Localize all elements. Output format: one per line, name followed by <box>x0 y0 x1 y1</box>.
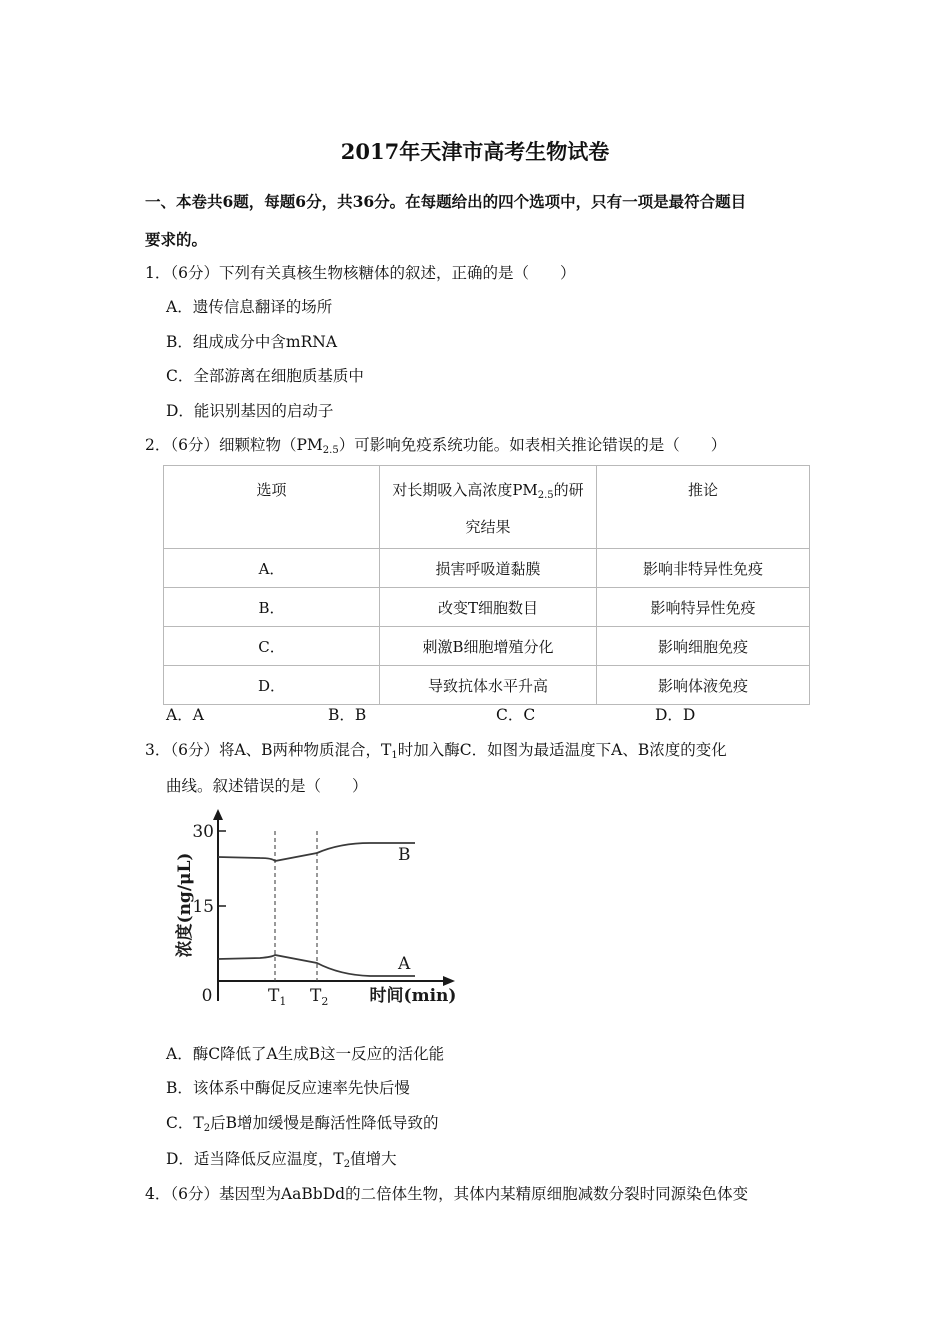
q3-option-b: B．该体系中酶促反应速率先快后慢 <box>166 1079 410 1097</box>
q2-row-result: 刺激B细胞增殖分化 <box>380 627 597 666</box>
series-b-label: B <box>398 845 411 865</box>
q3-stem-subscript: 1 <box>391 750 398 761</box>
q2-row-result: 改变T细胞数目 <box>380 588 597 627</box>
q2-row-option: B． <box>164 588 380 627</box>
exam-title: 2017年天津市高考生物试卷 <box>340 139 610 164</box>
x-axis-arrow <box>443 976 455 986</box>
q3-stem-part1: 3．（6分）将A、B两种物质混合，T <box>145 741 392 759</box>
q2-choice-c: C．C <box>496 706 536 724</box>
q2-header-option-text: 选项 <box>256 481 287 499</box>
q2-row-inference: 影响非特异性免疫 <box>597 549 810 588</box>
x-axis-label: 时间(min) <box>369 986 457 1006</box>
q2-row-inference: 影响特异性免疫 <box>597 588 810 627</box>
q3-option-d <box>166 1147 397 1169</box>
q2-table <box>163 465 810 705</box>
series-a-label: A <box>398 954 411 974</box>
t2-main: T <box>310 986 322 1006</box>
q3-option-c <box>166 1111 438 1133</box>
q2-choice-b: B．B <box>328 706 367 724</box>
q2-header-result-part1: 对长期吸入高浓度PM <box>392 481 538 499</box>
q2-header-result-sub: 2.5 <box>537 490 554 501</box>
q2-row-option: D． <box>164 666 380 705</box>
concentration-chart <box>160 805 470 1015</box>
table-row <box>164 588 810 627</box>
q2-table-header-row <box>164 466 810 549</box>
section-header-line1: 一、本卷共6题，每题6分，共36分。在每题给出的四个选项中，只有一项是最符合题目 <box>145 192 747 211</box>
q1-option-a: A．遗传信息翻译的场所 <box>166 298 333 316</box>
q3-option-d-sub: 2 <box>343 1159 351 1170</box>
origin-label: 0 <box>201 986 213 1006</box>
q2-row-inference: 影响细胞免疫 <box>597 627 810 666</box>
q3-option-a: A．酶C降低了A生成B这一反应的活化能 <box>166 1045 445 1063</box>
q2-choice-a: A．A <box>166 706 204 724</box>
q1-option-c: C．全部游离在细胞质基质中 <box>166 367 364 385</box>
q2-header-inference-text: 推论 <box>687 481 718 499</box>
t1-sub: 1 <box>279 995 287 1008</box>
table-row <box>164 666 810 705</box>
q2-table-header-inference <box>597 466 810 549</box>
y-axis-arrow <box>213 809 223 820</box>
q2-table-header-option <box>164 466 380 549</box>
q2-table-header-result <box>380 466 597 549</box>
y-axis-label: 浓度(ng/μL) <box>175 852 195 958</box>
q2-stem-part2: ）可影响免疫系统功能。如表相关推论错误的是（ ） <box>338 436 727 454</box>
q3-option-d-part1: D．适当降低反应温度，T <box>166 1150 344 1168</box>
q2-row-option: A． <box>164 549 380 588</box>
table-row <box>164 627 810 666</box>
q3-stem-part2: 时加入酶C．如图为最适温度下A、B浓度的变化 <box>397 741 727 759</box>
q1-option-d: D．能识别基因的启动子 <box>166 402 334 420</box>
q2-header-result-part2: 的研 <box>553 481 584 499</box>
q3-stem-line2: 曲线。叙述错误的是（ ） <box>166 777 368 795</box>
q3-option-d-part2: 值增大 <box>350 1150 397 1168</box>
t2-sub: 2 <box>321 995 329 1008</box>
q2-stem <box>145 433 726 455</box>
q3-option-c-part2: 后B增加缓慢是酶活性降低导致的 <box>210 1114 439 1132</box>
table-row <box>164 549 810 588</box>
y-tick-label-15: 15 <box>192 897 214 917</box>
q2-choice-d: D．D <box>655 706 696 724</box>
q2-row-result: 损害呼吸道黏膜 <box>380 549 597 588</box>
q2-row-result: 导致抗体水平升高 <box>380 666 597 705</box>
q2-row-option: C． <box>164 627 380 666</box>
q2-header-result-part3: 究结果 <box>465 518 511 536</box>
q1-option-b: B．组成成分中含mRNA <box>166 333 338 351</box>
section-header-line2: 要求的。 <box>145 230 208 249</box>
q2-stem-subscript: 2.5 <box>322 445 339 456</box>
x-tick-label-t1 <box>268 986 286 1008</box>
t1-main: T <box>268 986 280 1006</box>
y-tick-label-30: 30 <box>192 822 214 842</box>
q3-option-c-sub: 2 <box>203 1123 211 1134</box>
q2-stem-part1: 2．（6分）细颗粒物（PM <box>145 436 323 454</box>
q3-option-c-part1: C．T <box>166 1114 204 1132</box>
q3-stem-line1 <box>145 738 727 760</box>
x-tick-label-t2 <box>310 986 328 1008</box>
q4-stem: 4．（6分）基因型为AaBbDd的二倍体生物，其体内某精原细胞减数分裂时同源染色体变 <box>145 1185 749 1203</box>
q2-row-inference: 影响体液免疫 <box>597 666 810 705</box>
q1-stem: 1．（6分）下列有关真核生物核糖体的叙述，正确的是（ ） <box>145 264 576 282</box>
